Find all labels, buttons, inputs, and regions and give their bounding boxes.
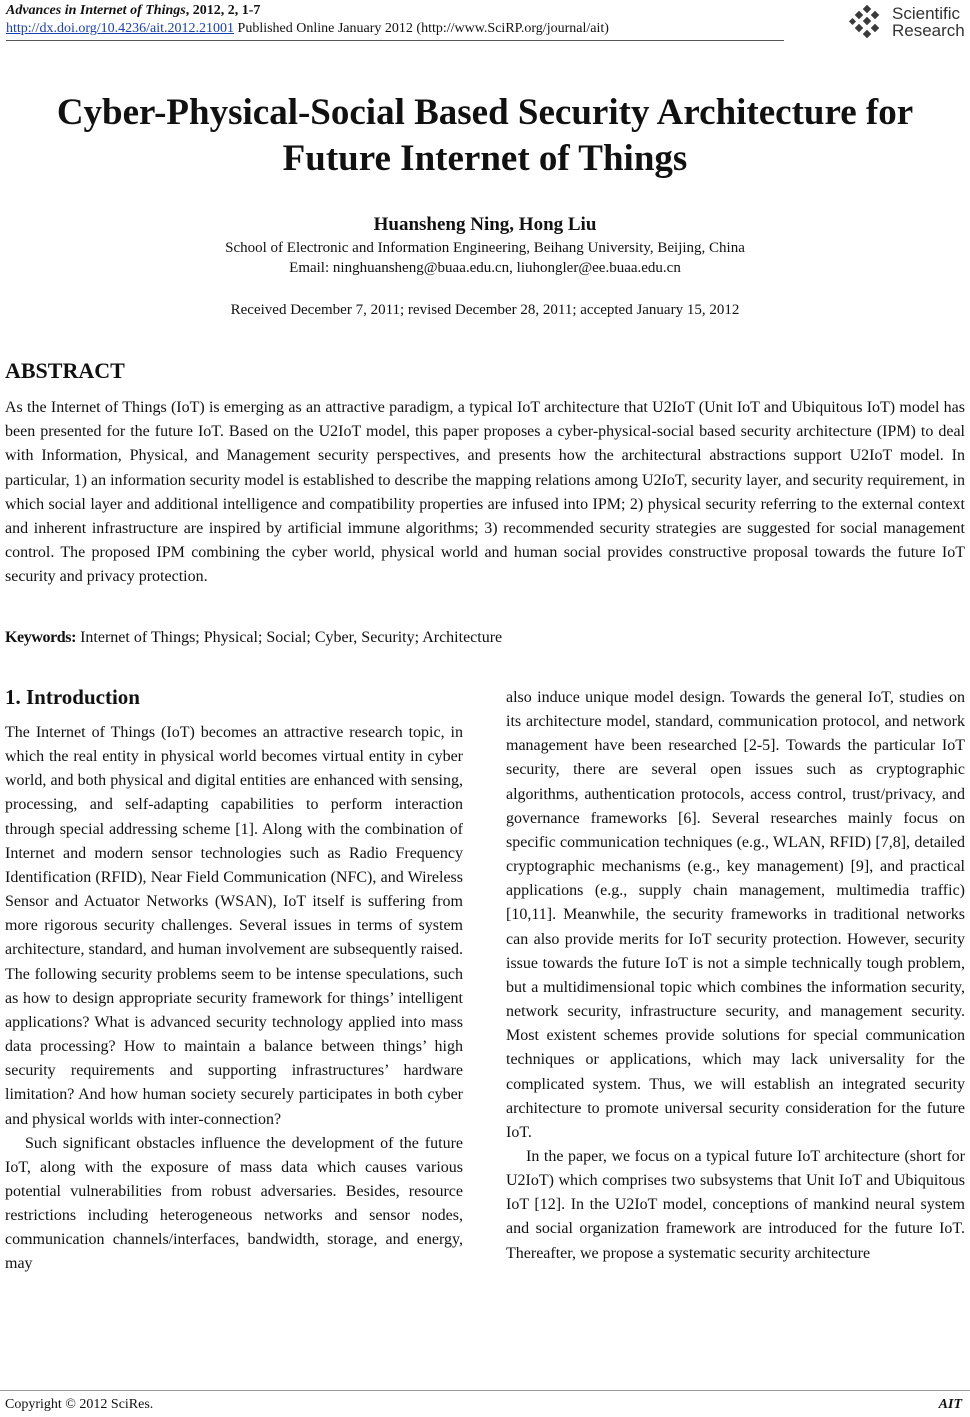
journal-abbreviation: AIT [938,1397,962,1412]
intro-paragraph-4: In the paper, we focus on a typical future IoT architecture (short for U2IoT) which comprises two subsystems that Unit IoT and Ubiquitous IoT [12]. In the U2IoT model, conceptions of mankind neural system and social organization framework are introduced for the future IoT. Thereafter, we propose a systematic security architecture [506,1147,965,1262]
logo-line2: Research [892,21,965,40]
title-line1: Cyber-Physical-Social Based Security Architecture for [56,92,914,133]
keywords-list: Internet of Things; Physical; Social; Cyber, Security; Architecture [76,629,503,646]
scirp-diamond-logo-icon [848,4,888,40]
title-line2: Future Internet of Things [282,138,688,179]
abstract-heading: ABSTRACT [5,358,125,383]
intro-paragraph-3: also induce unique model design. Towards the general IoT, studies on its architecture model, standard, communication protocol, and network management have been researched [2-5]. Towards the particular IoT security, there are several open issues such as cryptographic algorithms, authentication protocols, access control, trust/privacy, and governance frameworks [6]. Several researches mainly focus on specific communication techniques (e.g., WLAN, RFID) [7,8], detailed cryptographic mechanisms (e.g., key management) [9], and practical applications (e.g., supply chain management, multimedia traffic) [10,11]. Meanwhile, the security frameworks in traditional networks can also provide merits for IoT security protection. However, security issue towards the future IoT is not a simple technically tough problem, but a multidimensional topic which combines the information security, network security, infrastructure security, and management security. Most existent schemes provide solutions for special communication techniques or applications, which may lack universality for the complicated system. Thus, we will establish an integrated security architecture to promote universal security consideration for the future IoT. [506,689,965,1141]
author-emails: Email: ninghuansheng@buaa.edu.cn, liuhongler@ee.buaa.edu.cn [289,260,681,276]
published-info: Published Online January 2012 (http://www.SciRP.org/journal/ait) [234,21,609,36]
right-column [506,686,965,1266]
affiliation: School of Electronic and Information Engineering, Beihang University, Beijing, China [225,240,745,256]
footer-rule [0,1390,970,1391]
keywords-label: Keywords: [5,629,77,646]
doi-link[interactable]: http://dx.doi.org/10.4236/ait.2012.21001 [6,21,235,36]
journal-name: Advances in Internet of Things [6,3,186,18]
paper-title [0,90,970,182]
doi-line [6,20,609,37]
authors: Huansheng Ning, Hong Liu [373,214,597,235]
keywords-line [5,628,965,648]
received-dates: Received December 7, 2011; revised December 28, 2011; accepted January 15, 2012 [230,302,740,318]
section-heading-introduction: 1. Introduction [5,685,140,709]
logo-wordmark [892,5,965,39]
intro-paragraph-2: Such significant obstacles influence the development of the future IoT, along with the exposure of mass data which causes various potential vulnerabilities from robust adversaries. Besides, resource restrictions including heterogeneous networks and sensor nodes, communication channels/interfaces, bandwidth, storage, and energy, may [5,1134,463,1273]
volume-info: , 2012, 2, 1-7 [185,3,261,18]
copyright: Copyright © 2012 SciRes. [5,1397,154,1412]
intro-paragraph-1: The Internet of Things (IoT) becomes an attractive research topic, in which the real entity in physical world becomes virtual entity in cyber world, and both physical and digital entities are enhanced with sensing, processing, and self-adapting capabilities to perform interaction through special addressing scheme [1]. Along with the combination of Internet and modern sensor technologies such as Radio Frequency Identification (RFID), Near Field Communication (NFC), and Wireless Sensor and Actuator Networks (WSAN), IoT itself is suffering from more rigorous security challenges. Several issues in terms of system architecture, standard, and human involvement are subsequently raised. The following security problems seem to be intense speculations, such as how to design appropriate security framework for things’ intelligent applications? What is advanced security technology applied into mass data processing? How to maintain a balance between things’ high security requirements and supporting infrastructures’ hardware limitation? And how human society securely participates in both cyber and physical worlds with inter-connection? [5,724,463,1128]
publisher-logo [848,4,965,40]
logo-line1: Scientific [892,4,961,23]
journal-citation [6,2,260,19]
left-column [5,721,463,1277]
abstract-text: As the Internet of Things (IoT) is emerging as an attractive paradigm, a typical IoT architecture that U2IoT (Unit IoT and Ubiquitous IoT) model has been presented for the future IoT. Based on the U2IoT model, this paper proposes a cyber-physical-social based security architecture (IPM) to deal with Information, Physical, and Management security perspectives, and presents how the architectural abstractions support U2IoT model. In particular, 1) an information security model is established to describe the mapping relations among U2IoT, security layer, and security requirement, in which social layer and additional intelligence and compatibility properties are infused into IPM; 2) physical security referring to the external context and inherent infrastructure are inspired by artificial immune algorithms; 3) recommended security strategies are suggested for social management control. The proposed IPM combining the cyber world, physical world and human social provides constructive proposal towards the future IoT security and privacy protection. [5,399,965,586]
header-rule [6,40,784,41]
